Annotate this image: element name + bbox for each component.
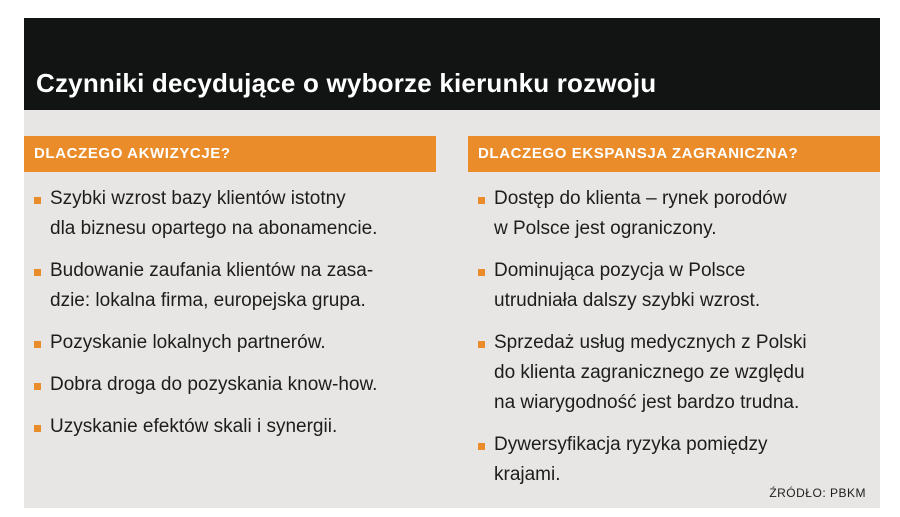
list-item-line: Dominująca pozycja w Polsce xyxy=(494,260,746,281)
source-credit: ŹRÓDŁO: PBKM xyxy=(769,486,866,500)
bullet-square-icon xyxy=(478,341,485,348)
list-item-line: Dostęp do klienta – rynek porodów xyxy=(494,188,787,209)
acquisitions-heading: DLACZEGO AKWIZYCJE? xyxy=(24,136,436,172)
page-title: Czynniki decydujące o wyborze kierunku rozwoju xyxy=(36,68,657,98)
list-item xyxy=(24,184,436,244)
title-bar xyxy=(24,18,880,110)
list-item-line: Uzyskanie efektów skali i synergii. xyxy=(50,416,338,437)
list-item-line: do klienta zagranicznego ze względu xyxy=(494,362,805,383)
infographic-card xyxy=(24,18,880,508)
acquisitions-column xyxy=(24,136,436,454)
bullet-square-icon xyxy=(34,425,41,432)
list-item-line: Budowanie zaufania klientów na zasa- xyxy=(50,260,374,281)
list-item-line: Dywersyfikacja ryzyka pomiędzy xyxy=(494,434,768,455)
bullet-square-icon xyxy=(34,197,41,204)
expansion-heading: DLACZEGO EKSPANSJA ZAGRANICZNA? xyxy=(468,136,880,172)
list-item-line: dzie: lokalna firma, europejska grupa. xyxy=(50,290,366,311)
list-item xyxy=(24,328,436,358)
bullet-square-icon xyxy=(478,443,485,450)
list-item-line: na wiarygodność jest bardzo trudna. xyxy=(494,392,800,413)
acquisitions-list xyxy=(24,184,436,442)
bullet-square-icon xyxy=(34,383,41,390)
list-item-line: Dobra droga do pozyskania know-how. xyxy=(50,374,378,395)
bullet-square-icon xyxy=(478,269,485,276)
list-item-line: dla biznesu opartego na abonamencie. xyxy=(50,218,378,239)
list-item-line: w Polsce jest ograniczony. xyxy=(494,218,717,239)
list-item xyxy=(468,430,880,490)
expansion-column xyxy=(468,136,880,502)
list-item xyxy=(24,412,436,442)
list-item-line: utrudniała dalszy szybki wzrost. xyxy=(494,290,761,311)
expansion-list xyxy=(468,184,880,490)
list-item-line: krajami. xyxy=(494,464,561,485)
list-item-line: Szybki wzrost bazy klientów istotny xyxy=(50,188,346,209)
list-item xyxy=(24,256,436,316)
list-item xyxy=(24,370,436,400)
list-item-line: Pozyskanie lokalnych partnerów. xyxy=(50,332,326,353)
bullet-square-icon xyxy=(478,197,485,204)
list-item xyxy=(468,328,880,418)
list-item-line: Sprzedaż usług medycznych z Polski xyxy=(494,332,807,353)
list-item xyxy=(468,256,880,316)
list-item xyxy=(468,184,880,244)
bullet-square-icon xyxy=(34,269,41,276)
bullet-square-icon xyxy=(34,341,41,348)
